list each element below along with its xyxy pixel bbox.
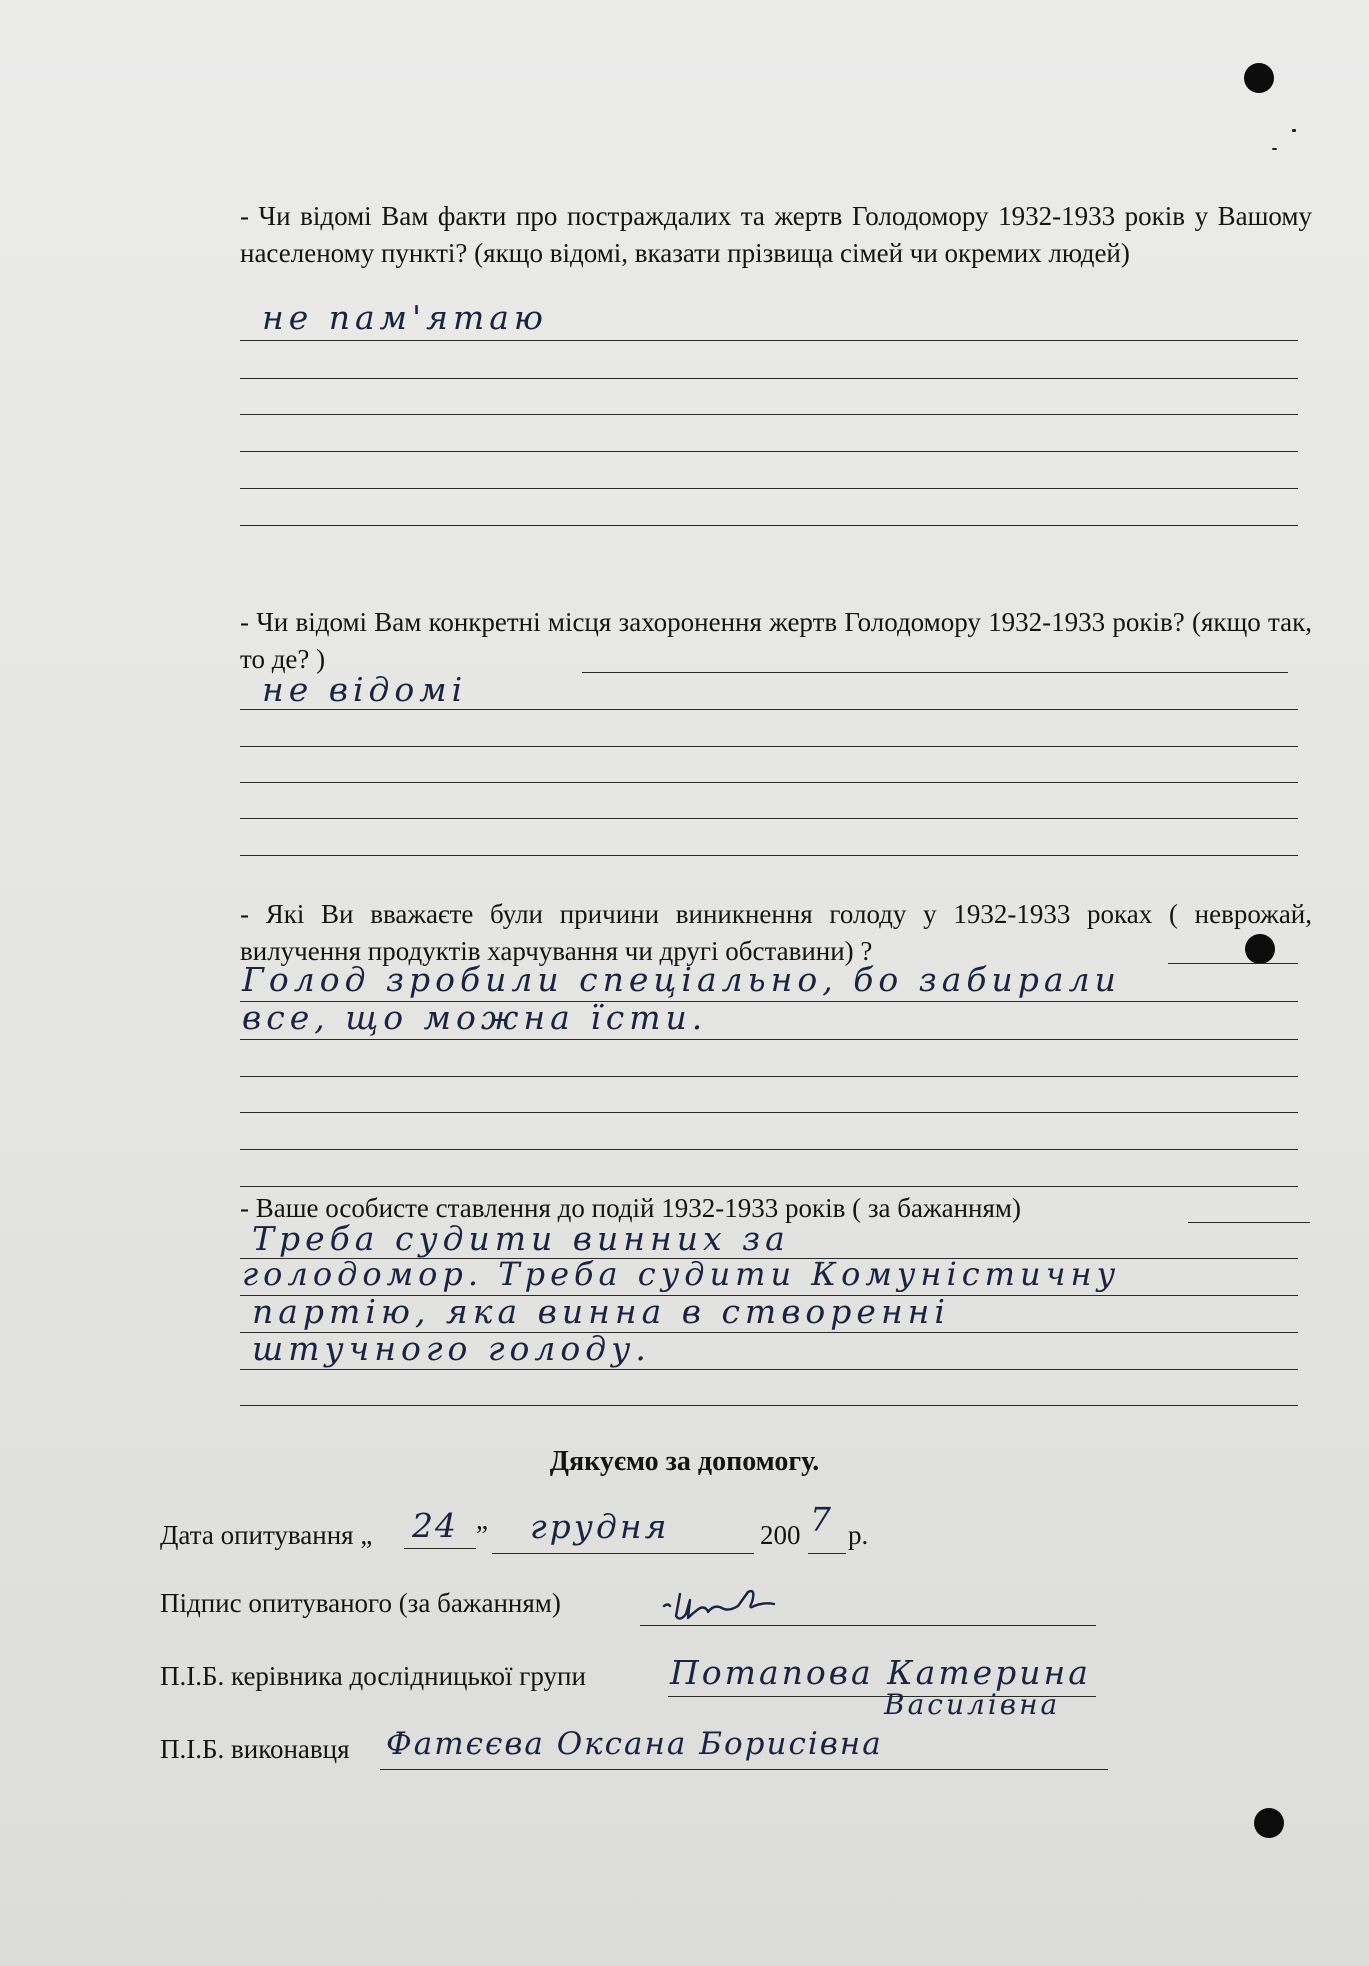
answer-line <box>240 525 1298 526</box>
answer-line <box>1168 963 1298 964</box>
answer-line <box>240 488 1298 489</box>
signature-label: Підпис опитуваного (за бажанням) <box>160 1588 561 1618</box>
answer-line <box>240 1039 1298 1040</box>
date-year-digit: 7 <box>810 1500 831 1539</box>
answer-line <box>240 451 1298 452</box>
date-label: Дата опитування „ <box>160 1520 373 1550</box>
question-4-answer-line-1: Треба судити винних за <box>252 1219 790 1258</box>
question-4-text: - Ваше особисте ставлення до подій 1932-1933 років ( за бажанням) <box>240 1193 1021 1223</box>
leader-line <box>668 1696 1096 1697</box>
question-2-text: - Чи відомі Вам конкретні місця захоронення жертв Голодомору 1932-1933 років? (якщо так, то де? ) <box>240 607 1312 674</box>
question-1-answer-line-1: не пам'ятаю <box>262 298 548 337</box>
leader-name: Потапова Катерина <box>670 1653 1091 1692</box>
answer-line <box>240 855 1298 856</box>
answer-line <box>240 340 1298 341</box>
answer-line <box>240 1149 1298 1150</box>
executor-line <box>380 1769 1108 1770</box>
speck <box>1272 148 1277 150</box>
punch-hole-bottom <box>1254 1808 1284 1838</box>
date-day-close-quote: ” <box>476 1520 488 1550</box>
leader-patronymic: Василівна <box>884 1688 1061 1721</box>
executor-name: Фатєєва Оксана Борисівна <box>386 1726 883 1762</box>
answer-line <box>240 1186 1298 1187</box>
answer-line <box>240 818 1298 819</box>
answer-line <box>240 378 1298 379</box>
answer-line <box>240 1405 1298 1406</box>
signature-line <box>640 1625 1096 1626</box>
question-4-answer-line-4: штучного голоду. <box>252 1329 651 1368</box>
date-month-line <box>492 1553 754 1554</box>
question-3-text: - Які Ви вважаєте були причини виникнення голоду у 1932-1933 роках ( неврожай, вилучення продуктів харчування чи другі обставини) ? <box>240 899 1312 966</box>
date-month: грудня <box>530 1507 670 1546</box>
question-1-text: - Чи відомі Вам факти про постраждалих та жертв Голодомору 1932-1933 років у Вашому населеному пункті? (якщо відомі, вказати прізвища сімей чи окремих людей) <box>240 201 1312 268</box>
respondent-signature <box>658 1582 838 1626</box>
leader-label: П.І.Б. керівника дослідницької групи <box>160 1661 586 1691</box>
executor-label: П.І.Б. виконавця <box>160 1734 350 1764</box>
answer-line <box>240 1369 1298 1370</box>
answer-line <box>240 1112 1298 1113</box>
answer-line <box>1188 1222 1310 1223</box>
answer-line <box>240 782 1298 783</box>
answer-line <box>240 414 1298 415</box>
question-2-answer-line-1: не відомі <box>262 670 468 709</box>
date-day-line <box>404 1548 476 1549</box>
date-day: 24 <box>412 1506 458 1545</box>
date-year-line <box>808 1553 846 1554</box>
question-3-answer-line-1: Голод зробили спеціально, бо забирали <box>242 960 1121 999</box>
answer-line <box>240 746 1298 747</box>
thanks-heading: Дякуємо за допомогу. <box>549 1446 820 1477</box>
answer-line <box>240 709 1298 710</box>
question-4-answer-line-3: партію, яка винна в створенні <box>252 1292 950 1331</box>
question-3-answer-line-2: все, що можна їсти. <box>242 998 708 1037</box>
date-year-prefix: 200 <box>760 1520 801 1550</box>
speck <box>1292 129 1296 132</box>
punch-hole-top <box>1244 63 1274 93</box>
question-4-answer-line-2: голодомор. Треба судити Комуністичну <box>242 1255 1121 1293</box>
answer-line <box>582 672 1288 673</box>
date-year-suffix: р. <box>848 1520 869 1550</box>
answer-line <box>240 1076 1298 1077</box>
